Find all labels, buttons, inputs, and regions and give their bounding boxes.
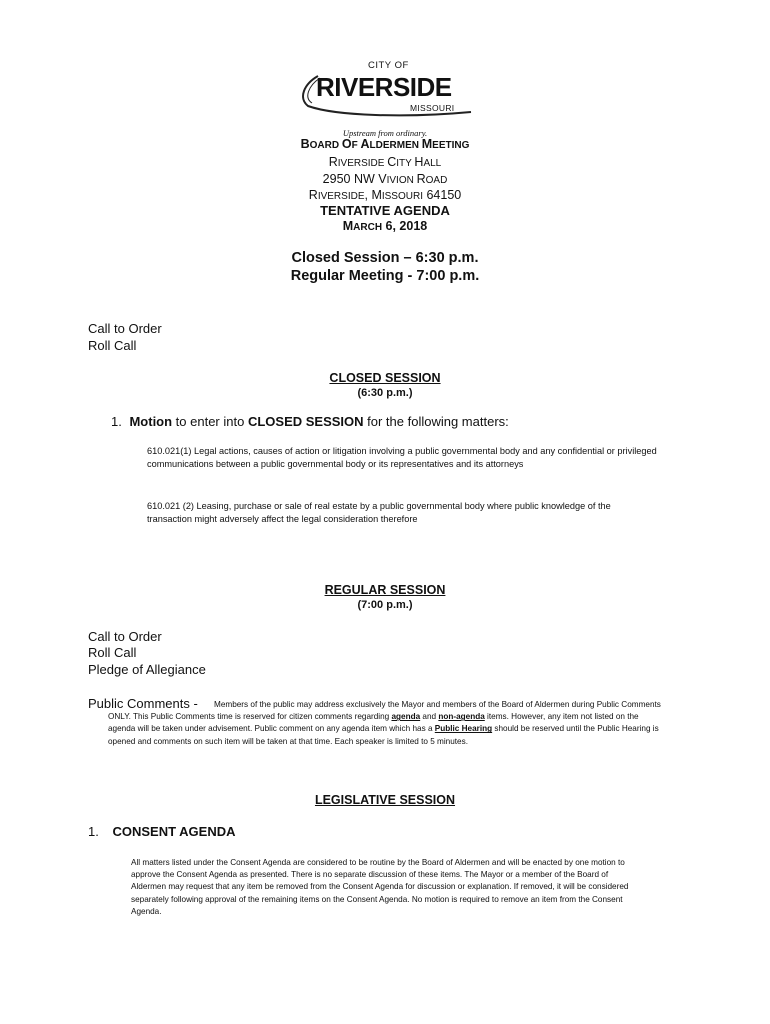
header-address: 2950 NW VIVION ROAD xyxy=(322,172,448,186)
header-board-meeting: BOARD OF ALDERMEN MEETING xyxy=(300,137,470,151)
opening-call-to-order: Call to Order xyxy=(88,321,162,336)
agenda-link: agenda xyxy=(391,712,421,722)
closed-matter-legal: 610.021(1) Legal actions, causes of action or litigation involving a public governmental body and any confidential or privileged communications between a public governmental body or its representatives and its attorneys xyxy=(147,446,657,469)
closed-matter-real-estate: 610.021 (2) Leasing, purchase or sale of real estate by a public governmental body where public knowledge of the transaction might adversely affect the legal consideration therefore xyxy=(147,501,611,524)
closed-session-title: CLOSED SESSION xyxy=(329,371,441,385)
regular-pledge: Pledge of Allegiance xyxy=(88,662,206,677)
public-comments-text: Members of the public may address exclusively the Mayor and members of the Board of Aldermen during Public Comments ONLY. This Public Comments time is reserved for citizen comments regarding agenda and non-agenda items. However, any item not listed on the agenda will be taken under advisement. Public comment on any agenda item which has a Public Hearing should be reserved until the Public Hearing is opened and comments on such item will be taken at that time. Each speaker is limited to 5 minutes. xyxy=(108,700,661,746)
regular-session-subtime: (7:00 p.m.) xyxy=(357,599,413,611)
consent-agenda-heading: 1. CONSENT AGENDA xyxy=(88,824,236,839)
regular-meeting-time: Regular Meeting - 7:00 p.m. xyxy=(290,268,480,284)
header-date: MARCH 6, 2018 xyxy=(342,219,428,233)
public-hearing-link: Public Hearing xyxy=(434,724,493,734)
regular-session-title: REGULAR SESSION xyxy=(324,583,446,597)
closed-session-time: Closed Session – 6:30 p.m. xyxy=(291,250,479,266)
tagline: Upstream from ordinary. xyxy=(342,128,428,138)
regular-call-to-order: Call to Order xyxy=(88,629,162,644)
logo-city-name: RIVERSIDE xyxy=(316,72,452,102)
regular-roll-call: Roll Call xyxy=(88,645,137,660)
legislative-session-title: LEGISLATIVE SESSION xyxy=(314,793,456,807)
closed-session-subtime: (6:30 p.m.) xyxy=(357,387,413,399)
public-comments-label: Public Comments - xyxy=(88,696,198,711)
logo-state: MISSOURI xyxy=(410,103,455,113)
consent-agenda-text: All matters listed under the Consent Agenda are considered to be routine by the Board of Aldermen and will be enacted by one motion to approve the Consent Agenda as presented. There is no separate discussion of these items. The Mayor or a member of the Board of Aldermen may request that any item be removed from the Consent Agenda for discussion or explanation. If removed, it will be considered separately following approval of the remaining items on the Consent Agenda. No motion is required to remove an item from the Consent Agenda. xyxy=(131,858,629,916)
header-city-hall: RIVERSIDE CITY HALL xyxy=(328,155,442,169)
header-tentative-agenda: TENTATIVE AGENDA xyxy=(320,203,450,218)
city-logo xyxy=(296,58,476,128)
closed-motion-item: 1. Motion to enter into CLOSED SESSION for the following matters: xyxy=(111,414,509,429)
logo-city-of: CITY OF xyxy=(368,60,409,71)
opening-roll-call: Roll Call xyxy=(88,338,137,353)
non-agenda-link: non-agenda xyxy=(438,712,485,722)
header-city-state: RIVERSIDE, MISSOURI 64150 xyxy=(308,188,462,202)
